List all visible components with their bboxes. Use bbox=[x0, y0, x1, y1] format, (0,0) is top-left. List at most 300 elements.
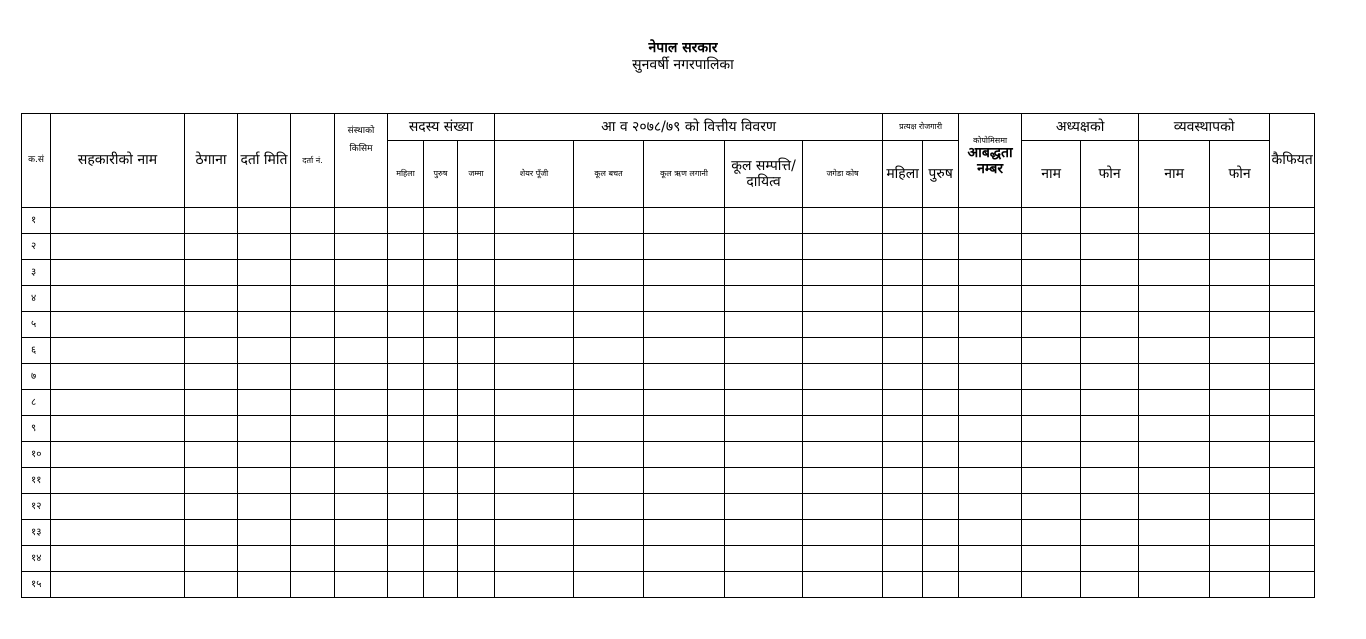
table-cell[interactable] bbox=[574, 260, 644, 286]
table-cell[interactable] bbox=[51, 338, 185, 364]
table-cell[interactable] bbox=[803, 338, 883, 364]
table-cell[interactable] bbox=[185, 494, 238, 520]
table-cell[interactable] bbox=[1139, 442, 1210, 468]
table-cell[interactable] bbox=[923, 416, 959, 442]
table-cell[interactable] bbox=[291, 364, 335, 390]
table-cell[interactable] bbox=[1139, 364, 1210, 390]
table-cell[interactable] bbox=[725, 442, 803, 468]
table-cell[interactable] bbox=[51, 468, 185, 494]
table-cell[interactable] bbox=[803, 520, 883, 546]
table-cell[interactable] bbox=[574, 312, 644, 338]
table-cell[interactable] bbox=[1022, 312, 1081, 338]
table-cell[interactable] bbox=[458, 520, 495, 546]
table-cell[interactable] bbox=[238, 208, 291, 234]
table-cell[interactable] bbox=[238, 546, 291, 572]
table-cell[interactable] bbox=[1081, 442, 1139, 468]
table-cell[interactable] bbox=[335, 260, 388, 286]
table-cell[interactable] bbox=[291, 390, 335, 416]
table-cell[interactable] bbox=[959, 234, 1022, 260]
table-cell[interactable] bbox=[238, 442, 291, 468]
table-cell[interactable] bbox=[291, 260, 335, 286]
table-cell[interactable] bbox=[238, 312, 291, 338]
table-cell[interactable] bbox=[1081, 286, 1139, 312]
table-cell[interactable] bbox=[1270, 468, 1315, 494]
table-cell[interactable] bbox=[458, 494, 495, 520]
table-cell[interactable] bbox=[1139, 286, 1210, 312]
table-cell[interactable] bbox=[883, 468, 923, 494]
table-cell[interactable] bbox=[923, 338, 959, 364]
table-cell[interactable] bbox=[644, 416, 725, 442]
table-cell[interactable] bbox=[335, 338, 388, 364]
table-cell[interactable] bbox=[883, 364, 923, 390]
table-cell[interactable] bbox=[51, 208, 185, 234]
table-cell[interactable] bbox=[803, 572, 883, 598]
table-cell[interactable] bbox=[725, 416, 803, 442]
table-cell[interactable] bbox=[458, 390, 495, 416]
table-cell[interactable] bbox=[1210, 520, 1270, 546]
table-cell[interactable] bbox=[574, 208, 644, 234]
table-cell[interactable] bbox=[644, 208, 725, 234]
table-cell[interactable] bbox=[185, 520, 238, 546]
table-cell[interactable] bbox=[644, 234, 725, 260]
table-cell[interactable] bbox=[238, 572, 291, 598]
table-cell[interactable] bbox=[388, 572, 424, 598]
table-cell[interactable] bbox=[959, 442, 1022, 468]
table-cell[interactable] bbox=[725, 390, 803, 416]
table-cell[interactable] bbox=[1022, 468, 1081, 494]
table-cell[interactable] bbox=[495, 416, 574, 442]
table-cell[interactable] bbox=[185, 468, 238, 494]
table-cell[interactable] bbox=[803, 442, 883, 468]
table-cell[interactable] bbox=[185, 234, 238, 260]
table-cell[interactable] bbox=[959, 416, 1022, 442]
table-cell[interactable] bbox=[1081, 260, 1139, 286]
table-cell[interactable] bbox=[644, 468, 725, 494]
table-cell[interactable] bbox=[291, 286, 335, 312]
table-cell[interactable] bbox=[1270, 520, 1315, 546]
table-cell[interactable] bbox=[1210, 286, 1270, 312]
table-cell[interactable] bbox=[238, 286, 291, 312]
table-cell[interactable] bbox=[923, 468, 959, 494]
table-cell[interactable] bbox=[644, 546, 725, 572]
table-cell[interactable] bbox=[1210, 338, 1270, 364]
table-cell[interactable] bbox=[185, 364, 238, 390]
table-cell[interactable] bbox=[495, 390, 574, 416]
table-cell[interactable] bbox=[388, 546, 424, 572]
table-cell[interactable] bbox=[1139, 260, 1210, 286]
table-cell[interactable] bbox=[1210, 494, 1270, 520]
table-cell[interactable] bbox=[51, 546, 185, 572]
table-cell[interactable] bbox=[458, 468, 495, 494]
table-cell[interactable] bbox=[725, 208, 803, 234]
table-cell[interactable] bbox=[495, 312, 574, 338]
table-cell[interactable] bbox=[923, 520, 959, 546]
table-cell[interactable] bbox=[424, 208, 458, 234]
table-cell[interactable] bbox=[291, 442, 335, 468]
table-cell[interactable] bbox=[238, 338, 291, 364]
table-cell[interactable] bbox=[959, 312, 1022, 338]
table-cell[interactable] bbox=[1139, 494, 1210, 520]
table-cell[interactable] bbox=[1022, 442, 1081, 468]
table-cell[interactable] bbox=[388, 286, 424, 312]
table-cell[interactable] bbox=[923, 442, 959, 468]
table-cell[interactable] bbox=[51, 442, 185, 468]
table-cell[interactable] bbox=[644, 338, 725, 364]
table-cell[interactable] bbox=[185, 546, 238, 572]
table-cell[interactable] bbox=[424, 338, 458, 364]
table-cell[interactable] bbox=[883, 416, 923, 442]
table-cell[interactable] bbox=[1270, 494, 1315, 520]
table-cell[interactable] bbox=[923, 312, 959, 338]
table-cell[interactable] bbox=[1081, 572, 1139, 598]
table-cell[interactable] bbox=[883, 260, 923, 286]
table-cell[interactable] bbox=[644, 286, 725, 312]
table-cell[interactable] bbox=[883, 390, 923, 416]
table-cell[interactable] bbox=[388, 442, 424, 468]
table-cell[interactable] bbox=[458, 416, 495, 442]
table-cell[interactable] bbox=[238, 468, 291, 494]
table-cell[interactable] bbox=[335, 416, 388, 442]
table-cell[interactable] bbox=[1210, 312, 1270, 338]
table-cell[interactable] bbox=[185, 286, 238, 312]
table-cell[interactable] bbox=[51, 494, 185, 520]
table-cell[interactable] bbox=[803, 286, 883, 312]
table-cell[interactable] bbox=[923, 546, 959, 572]
table-cell[interactable] bbox=[335, 208, 388, 234]
table-cell[interactable] bbox=[803, 312, 883, 338]
table-cell[interactable] bbox=[291, 338, 335, 364]
table-cell[interactable] bbox=[185, 572, 238, 598]
table-cell[interactable] bbox=[335, 520, 388, 546]
table-cell[interactable] bbox=[725, 546, 803, 572]
table-cell[interactable] bbox=[923, 364, 959, 390]
table-cell[interactable] bbox=[574, 442, 644, 468]
table-cell[interactable] bbox=[185, 442, 238, 468]
table-cell[interactable] bbox=[883, 572, 923, 598]
table-cell[interactable] bbox=[185, 312, 238, 338]
table-cell[interactable] bbox=[644, 390, 725, 416]
table-cell[interactable] bbox=[335, 468, 388, 494]
table-cell[interactable] bbox=[574, 572, 644, 598]
table-cell[interactable] bbox=[1210, 572, 1270, 598]
table-cell[interactable] bbox=[1081, 208, 1139, 234]
table-cell[interactable] bbox=[495, 234, 574, 260]
table-cell[interactable] bbox=[644, 520, 725, 546]
table-cell[interactable] bbox=[388, 468, 424, 494]
table-cell[interactable] bbox=[959, 546, 1022, 572]
table-cell[interactable] bbox=[725, 234, 803, 260]
table-cell[interactable] bbox=[185, 260, 238, 286]
table-cell[interactable] bbox=[495, 286, 574, 312]
table-cell[interactable] bbox=[574, 364, 644, 390]
table-cell[interactable] bbox=[1139, 468, 1210, 494]
table-cell[interactable] bbox=[923, 494, 959, 520]
table-cell[interactable] bbox=[574, 520, 644, 546]
table-cell[interactable] bbox=[388, 520, 424, 546]
table-cell[interactable] bbox=[1210, 468, 1270, 494]
table-cell[interactable] bbox=[725, 286, 803, 312]
table-cell[interactable] bbox=[1139, 208, 1210, 234]
table-cell[interactable] bbox=[1139, 520, 1210, 546]
table-cell[interactable] bbox=[1022, 338, 1081, 364]
table-cell[interactable] bbox=[883, 494, 923, 520]
table-cell[interactable] bbox=[51, 286, 185, 312]
table-cell[interactable] bbox=[803, 364, 883, 390]
table-cell[interactable] bbox=[238, 364, 291, 390]
table-cell[interactable] bbox=[1081, 494, 1139, 520]
table-cell[interactable] bbox=[725, 520, 803, 546]
table-cell[interactable] bbox=[335, 546, 388, 572]
table-cell[interactable] bbox=[424, 442, 458, 468]
table-cell[interactable] bbox=[458, 208, 495, 234]
table-cell[interactable] bbox=[1022, 364, 1081, 390]
table-cell[interactable] bbox=[424, 234, 458, 260]
table-cell[interactable] bbox=[644, 260, 725, 286]
table-cell[interactable] bbox=[51, 364, 185, 390]
table-cell[interactable] bbox=[1210, 442, 1270, 468]
table-cell[interactable] bbox=[51, 572, 185, 598]
table-cell[interactable] bbox=[495, 546, 574, 572]
table-cell[interactable] bbox=[1270, 416, 1315, 442]
table-cell[interactable] bbox=[51, 416, 185, 442]
table-cell[interactable] bbox=[1022, 208, 1081, 234]
table-cell[interactable] bbox=[883, 520, 923, 546]
table-cell[interactable] bbox=[1081, 468, 1139, 494]
table-cell[interactable] bbox=[725, 468, 803, 494]
table-cell[interactable] bbox=[1022, 546, 1081, 572]
table-cell[interactable] bbox=[388, 364, 424, 390]
table-cell[interactable] bbox=[1270, 312, 1315, 338]
table-cell[interactable] bbox=[185, 416, 238, 442]
table-cell[interactable] bbox=[803, 208, 883, 234]
table-cell[interactable] bbox=[238, 234, 291, 260]
table-cell[interactable] bbox=[923, 572, 959, 598]
table-cell[interactable] bbox=[803, 234, 883, 260]
table-cell[interactable] bbox=[1022, 520, 1081, 546]
table-cell[interactable] bbox=[1210, 390, 1270, 416]
table-cell[interactable] bbox=[644, 572, 725, 598]
table-cell[interactable] bbox=[574, 468, 644, 494]
table-cell[interactable] bbox=[1270, 338, 1315, 364]
table-cell[interactable] bbox=[1081, 234, 1139, 260]
table-cell[interactable] bbox=[495, 338, 574, 364]
table-cell[interactable] bbox=[644, 442, 725, 468]
table-cell[interactable] bbox=[959, 260, 1022, 286]
table-cell[interactable] bbox=[959, 572, 1022, 598]
table-cell[interactable] bbox=[1139, 390, 1210, 416]
table-cell[interactable] bbox=[1139, 546, 1210, 572]
table-cell[interactable] bbox=[495, 494, 574, 520]
table-cell[interactable] bbox=[1081, 546, 1139, 572]
table-cell[interactable] bbox=[1210, 260, 1270, 286]
table-cell[interactable] bbox=[725, 312, 803, 338]
table-cell[interactable] bbox=[51, 234, 185, 260]
table-cell[interactable] bbox=[1081, 312, 1139, 338]
table-cell[interactable] bbox=[458, 442, 495, 468]
table-cell[interactable] bbox=[574, 416, 644, 442]
table-cell[interactable] bbox=[335, 572, 388, 598]
table-cell[interactable] bbox=[495, 208, 574, 234]
table-cell[interactable] bbox=[959, 208, 1022, 234]
table-cell[interactable] bbox=[335, 364, 388, 390]
table-cell[interactable] bbox=[51, 520, 185, 546]
table-cell[interactable] bbox=[291, 520, 335, 546]
table-cell[interactable] bbox=[1270, 364, 1315, 390]
table-cell[interactable] bbox=[335, 494, 388, 520]
table-cell[interactable] bbox=[51, 312, 185, 338]
table-cell[interactable] bbox=[1210, 364, 1270, 390]
table-cell[interactable] bbox=[644, 494, 725, 520]
table-cell[interactable] bbox=[1022, 260, 1081, 286]
table-cell[interactable] bbox=[1270, 208, 1315, 234]
table-cell[interactable] bbox=[1210, 208, 1270, 234]
table-cell[interactable] bbox=[291, 468, 335, 494]
table-cell[interactable] bbox=[574, 338, 644, 364]
table-cell[interactable] bbox=[388, 390, 424, 416]
table-cell[interactable] bbox=[923, 234, 959, 260]
table-cell[interactable] bbox=[238, 260, 291, 286]
table-cell[interactable] bbox=[424, 364, 458, 390]
table-cell[interactable] bbox=[424, 416, 458, 442]
table-cell[interactable] bbox=[1022, 416, 1081, 442]
table-cell[interactable] bbox=[1270, 286, 1315, 312]
table-cell[interactable] bbox=[291, 312, 335, 338]
table-cell[interactable] bbox=[883, 286, 923, 312]
table-cell[interactable] bbox=[238, 416, 291, 442]
table-cell[interactable] bbox=[1022, 494, 1081, 520]
table-cell[interactable] bbox=[388, 338, 424, 364]
table-cell[interactable] bbox=[458, 286, 495, 312]
table-cell[interactable] bbox=[458, 572, 495, 598]
table-cell[interactable] bbox=[495, 260, 574, 286]
table-cell[interactable] bbox=[424, 286, 458, 312]
table-cell[interactable] bbox=[335, 234, 388, 260]
table-cell[interactable] bbox=[1270, 390, 1315, 416]
table-cell[interactable] bbox=[1022, 286, 1081, 312]
table-cell[interactable] bbox=[1210, 416, 1270, 442]
table-cell[interactable] bbox=[1139, 416, 1210, 442]
table-cell[interactable] bbox=[883, 312, 923, 338]
table-cell[interactable] bbox=[291, 546, 335, 572]
table-cell[interactable] bbox=[1270, 260, 1315, 286]
table-cell[interactable] bbox=[1139, 234, 1210, 260]
table-cell[interactable] bbox=[424, 468, 458, 494]
table-cell[interactable] bbox=[1081, 416, 1139, 442]
table-cell[interactable] bbox=[923, 260, 959, 286]
table-cell[interactable] bbox=[1139, 572, 1210, 598]
table-cell[interactable] bbox=[574, 494, 644, 520]
table-cell[interactable] bbox=[291, 208, 335, 234]
table-cell[interactable] bbox=[424, 390, 458, 416]
table-cell[interactable] bbox=[495, 364, 574, 390]
table-cell[interactable] bbox=[424, 260, 458, 286]
table-cell[interactable] bbox=[495, 520, 574, 546]
table-cell[interactable] bbox=[495, 442, 574, 468]
table-cell[interactable] bbox=[959, 468, 1022, 494]
table-cell[interactable] bbox=[959, 286, 1022, 312]
table-cell[interactable] bbox=[574, 390, 644, 416]
table-cell[interactable] bbox=[458, 312, 495, 338]
table-cell[interactable] bbox=[1270, 234, 1315, 260]
table-cell[interactable] bbox=[803, 546, 883, 572]
table-cell[interactable] bbox=[923, 286, 959, 312]
table-cell[interactable] bbox=[1270, 442, 1315, 468]
table-cell[interactable] bbox=[1081, 520, 1139, 546]
table-cell[interactable] bbox=[335, 312, 388, 338]
table-cell[interactable] bbox=[291, 416, 335, 442]
table-cell[interactable] bbox=[644, 312, 725, 338]
table-cell[interactable] bbox=[923, 208, 959, 234]
table-cell[interactable] bbox=[495, 572, 574, 598]
table-cell[interactable] bbox=[495, 468, 574, 494]
table-cell[interactable] bbox=[335, 286, 388, 312]
table-cell[interactable] bbox=[1270, 546, 1315, 572]
table-cell[interactable] bbox=[725, 494, 803, 520]
table-cell[interactable] bbox=[883, 546, 923, 572]
table-cell[interactable] bbox=[883, 442, 923, 468]
table-cell[interactable] bbox=[883, 234, 923, 260]
table-cell[interactable] bbox=[388, 312, 424, 338]
table-cell[interactable] bbox=[1210, 234, 1270, 260]
table-cell[interactable] bbox=[424, 546, 458, 572]
table-cell[interactable] bbox=[51, 260, 185, 286]
table-cell[interactable] bbox=[959, 390, 1022, 416]
table-cell[interactable] bbox=[803, 416, 883, 442]
table-cell[interactable] bbox=[335, 390, 388, 416]
table-cell[interactable] bbox=[574, 234, 644, 260]
table-cell[interactable] bbox=[959, 520, 1022, 546]
table-cell[interactable] bbox=[388, 494, 424, 520]
table-cell[interactable] bbox=[238, 390, 291, 416]
table-cell[interactable] bbox=[388, 260, 424, 286]
table-cell[interactable] bbox=[424, 520, 458, 546]
table-cell[interactable] bbox=[1210, 546, 1270, 572]
table-cell[interactable] bbox=[458, 364, 495, 390]
table-cell[interactable] bbox=[1081, 390, 1139, 416]
table-cell[interactable] bbox=[725, 338, 803, 364]
table-cell[interactable] bbox=[574, 286, 644, 312]
table-cell[interactable] bbox=[51, 390, 185, 416]
table-cell[interactable] bbox=[923, 390, 959, 416]
table-cell[interactable] bbox=[725, 364, 803, 390]
table-cell[interactable] bbox=[803, 260, 883, 286]
table-cell[interactable] bbox=[803, 390, 883, 416]
table-cell[interactable] bbox=[883, 338, 923, 364]
table-cell[interactable] bbox=[291, 572, 335, 598]
table-cell[interactable] bbox=[959, 494, 1022, 520]
table-cell[interactable] bbox=[1081, 364, 1139, 390]
table-cell[interactable] bbox=[291, 234, 335, 260]
table-cell[interactable] bbox=[185, 338, 238, 364]
table-cell[interactable] bbox=[1022, 390, 1081, 416]
table-cell[interactable] bbox=[959, 338, 1022, 364]
table-cell[interactable] bbox=[1139, 338, 1210, 364]
table-cell[interactable] bbox=[424, 494, 458, 520]
table-cell[interactable] bbox=[388, 234, 424, 260]
table-cell[interactable] bbox=[238, 520, 291, 546]
table-cell[interactable] bbox=[803, 468, 883, 494]
table-cell[interactable] bbox=[1022, 572, 1081, 598]
table-cell[interactable] bbox=[388, 208, 424, 234]
table-cell[interactable] bbox=[335, 442, 388, 468]
table-cell[interactable] bbox=[959, 364, 1022, 390]
table-cell[interactable] bbox=[388, 416, 424, 442]
table-cell[interactable] bbox=[291, 494, 335, 520]
table-cell[interactable] bbox=[458, 546, 495, 572]
table-cell[interactable] bbox=[725, 572, 803, 598]
table-cell[interactable] bbox=[1270, 572, 1315, 598]
table-cell[interactable] bbox=[574, 546, 644, 572]
